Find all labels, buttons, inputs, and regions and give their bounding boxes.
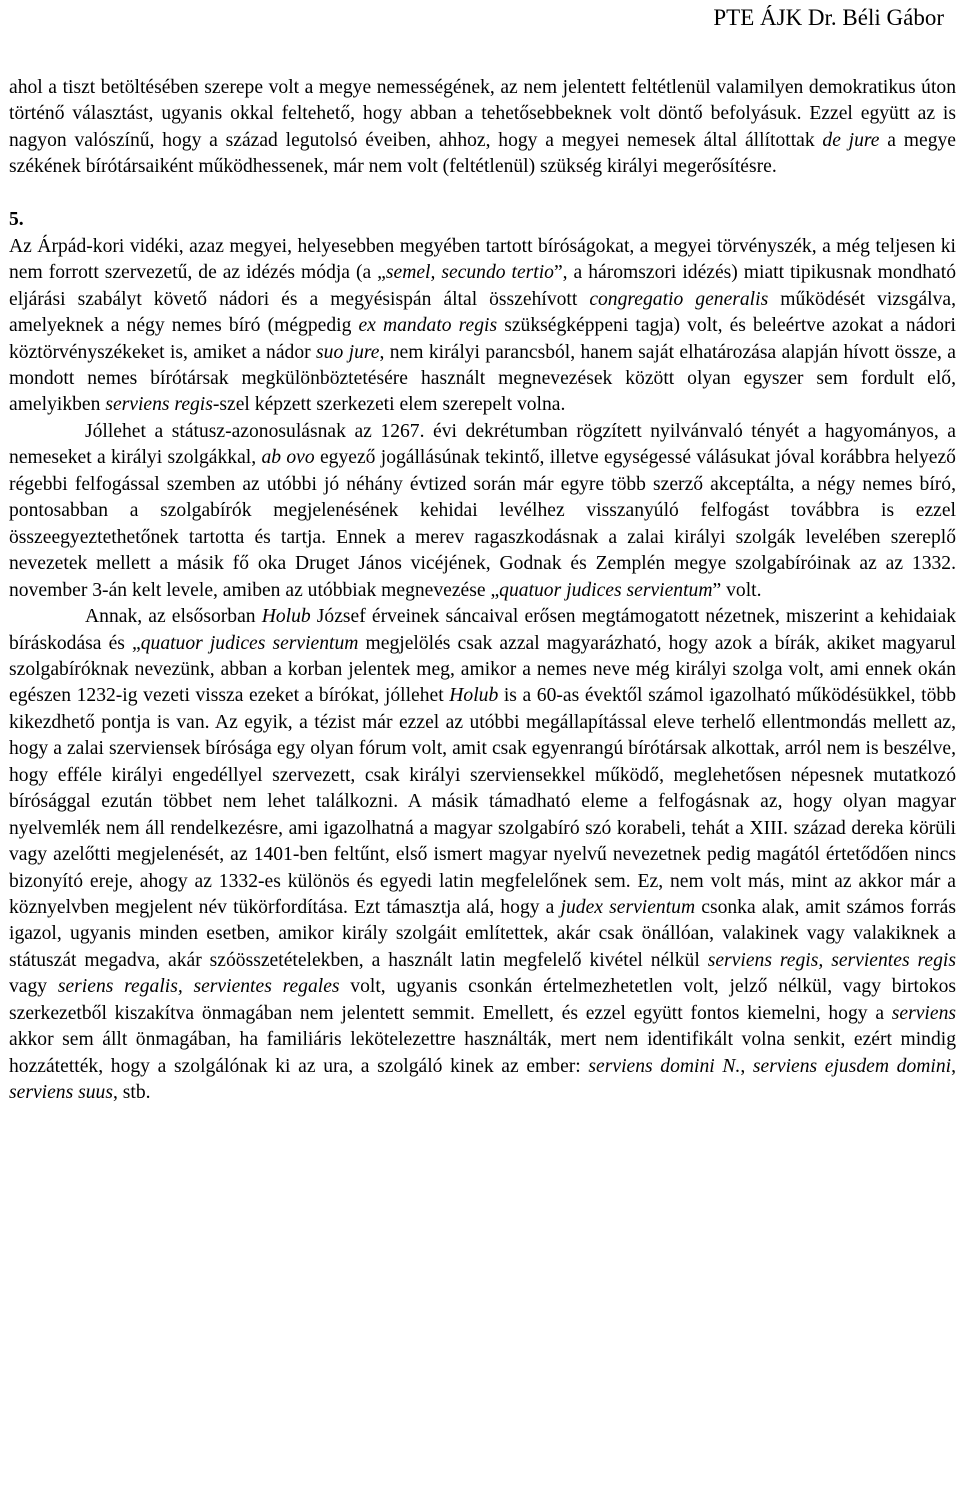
text-run: ahol a tiszt betöltésében szerepe volt a megye nemességének, az nem jelentett feltétlenül valamilyen demokratikus úton történő választást, ugyanis okkal feltehető, hogy abban a tehetősebbeknek volt döntő befolyásuk. Ezzel együtt az is nagyon valószínű, hogy a század legutolsó éveiben, ahhoz, hogy a megyei nemesek által állítottak: [9, 77, 956, 151]
italic-phrase: Holub: [261, 606, 311, 628]
text-run: megjelölés csak azzal magyarázható, hogy azok a bírák, akiket magyarul szolgabíróknak nevezünk, abban a korban jelentek meg, amikor a nemes neve még királyi szolga volt, ami ennek okán egészen 1232-ig vezeti vissza ezeket a bírókat, jóllehet: [9, 632, 956, 707]
text-run: akkor sem állt önmagában, ha familiáris lekötelezettre használták, mert nem identifikált volna senkit, ezért mindig hozzátették, hogy a szolgálónak ki az ura, a szolgáló kinek az ember:: [9, 1029, 956, 1077]
text-run: ,: [951, 1055, 956, 1077]
text-run: a megye székének bírótársaiként működhessenek, már nem volt (feltétlenül) szükség királyi megerősítésre.: [9, 129, 956, 178]
italic-phrase: congregatio generalis: [589, 288, 769, 310]
italic-phrase: quatuor judices servientum: [499, 579, 713, 601]
paragraph: [9, 419, 956, 604]
text-run: is a 60-as évektől számol igazolható működésükkel, több kikezdhető pontja is van. Az egyik, a tézist már ezzel az utóbbi megállapítással eleve terhelő ellentmondás mellett az, hogy a zalai szerviensek bírósága egy olyan fórum volt, amit csak egyenrangú bírótársak alkottak, arról nem is beszélve, hogy efféle királyi engedéllyel szervezett, csak királyi szerviensekkel működő, meglehetősen népesnek mutatkozó bírósággal ezután többet nem lehet találkozni. A másik támadható eleme a felfogásnak az, hogy olyan magyar nyelvemlék nem áll rendelkezésre, ami igazolhatná a magyar szolgabíró szó korabeli, tehát a XIII. század dereka körüli vagy azelőtti megjelenését, az 1401-ben feltűnt, első ismert magyar nyelvű nevezetnek pedig magától értetődően nincs bizonyító ereje, ahogy az 1332-es különös és egyedi latin megfelelőnek sem. Ez, nem volt más, mint az akkor már a köznyelvben megjelent név tükörfordítása. Ezt támasztja alá, hogy a: [9, 685, 956, 919]
text-run: működését vizsgálva, amelyeknek a négy nemes bíró (mégpedig: [9, 288, 956, 337]
text-run: Jóllehet a státusz-azonosulásnak az 1267. évi dekrétumban rögzített nyilvánvaló tényét a hagyományos, a nemeseket a királyi szolgákkal,: [9, 420, 956, 469]
section-number: 5.: [9, 209, 24, 231]
italic-phrase: judex servientum: [560, 897, 696, 919]
italic-phrase: semel, secundo tertio: [385, 262, 554, 284]
text-run: ”, a háromszori idézés) miatt tipikusnak mondható eljárási szabályt követő nádori és a megyésispán által összehívott: [9, 262, 956, 310]
text-run: ” volt.: [712, 579, 762, 601]
text-run: , nem királyi parancsból, hanem saját elhatározása alapján hívott össze, a mondott nemes bírótársak megkülönböztetésére használt megnevezések között olyan egyszer sem fordult elő, amelyikben: [9, 341, 957, 416]
italic-phrase: Holub: [449, 685, 499, 707]
italic-phrase: seriens regalis, servientes regales: [57, 976, 340, 998]
text-run: -szel képzett szerkezeti elem szerepelt volna.: [212, 394, 566, 416]
italic-phrase: serviens: [891, 1002, 956, 1024]
italic-phrase: quatuor judices servientum: [140, 632, 359, 654]
paragraph: [9, 75, 956, 181]
italic-phrase: ex mandato regis: [358, 315, 498, 337]
text-run: ,: [740, 1055, 753, 1077]
italic-phrase: serviens domini N.: [588, 1055, 741, 1077]
italic-phrase: de jure: [822, 129, 880, 151]
text-run: egyező jogállásúnak tekintő, illetve egységessé válásukat jóval korábbra helyező régebbi felfogással szemben az utóbbi jó néhány évtized során már egyre több szerző akceptálta, a négy nemes bíró, pontosabban a szolgabírók megjelenésének kehidai levélhez visszanyúló felfogást továbbra is ezzel összeegyeztethetőnek tartotta és tartja. Ennek a merev ragaszkodásnak a zalai királyi szolgák levelében szereplő nevezetek mellett a másik fő oka Druget János vicéjének, Godnak és Zemplén megye szolgabíróinak az az 1332. november 3-án kelt levele, amiben az utóbbiak megnevezése „: [9, 447, 956, 601]
text-run: , stb.: [112, 1082, 151, 1104]
italic-phrase: serviens regis: [105, 394, 213, 416]
body-text: [9, 75, 956, 1107]
italic-phrase: ab ovo: [261, 447, 315, 469]
text-run: csonka alak, amit számos forrás igazol, ugyanis minden esetben, amikor király szolgáit említettek, akár csak önállóan, valakinek vagy valakiknek a státuszát megadva, akár szóösszetételekben, a használt latin megfelelő kivétel nélkül: [9, 897, 957, 971]
paragraph: [9, 234, 956, 419]
italic-phrase: serviens suus: [9, 1082, 113, 1104]
italic-phrase: suo jure: [316, 341, 380, 363]
text-run: Annak, az elsősorban: [85, 606, 262, 628]
text-run: Az Árpád-kori vidéki, azaz megyei, helyesebben megyében tartott bíróságokat, a megyei törvényszék, a még teljesen ki nem forrott szervezetű, de az idézés módja (a „: [9, 235, 956, 284]
text-run: vagy: [9, 976, 58, 998]
running-header: PTE ÁJK Dr. Béli Gábor: [713, 5, 944, 30]
italic-phrase: serviens regis, servientes regis: [707, 949, 956, 971]
text-run: volt, ugyanis csonkán értelmezhetetlen volt, jelző nélkül, vagy birtokos szerkezetből kiszakítva önmagában nem jelentett semmit. Emellett, és ezzel együtt fontos kiemelni, hogy a: [9, 976, 956, 1024]
text-run: szükségképpeni tagja) volt, és beleértve azokat a nádori köztörvényszékeket is, amiket a nádor: [9, 315, 956, 363]
text-run: József érveinek sáncaival erősen megtámogatott nézetnek, miszerint a kehidaiak bíráskodása és „: [9, 606, 956, 654]
italic-phrase: serviens ejusdem domini: [752, 1055, 952, 1077]
paragraph: [9, 604, 956, 1107]
